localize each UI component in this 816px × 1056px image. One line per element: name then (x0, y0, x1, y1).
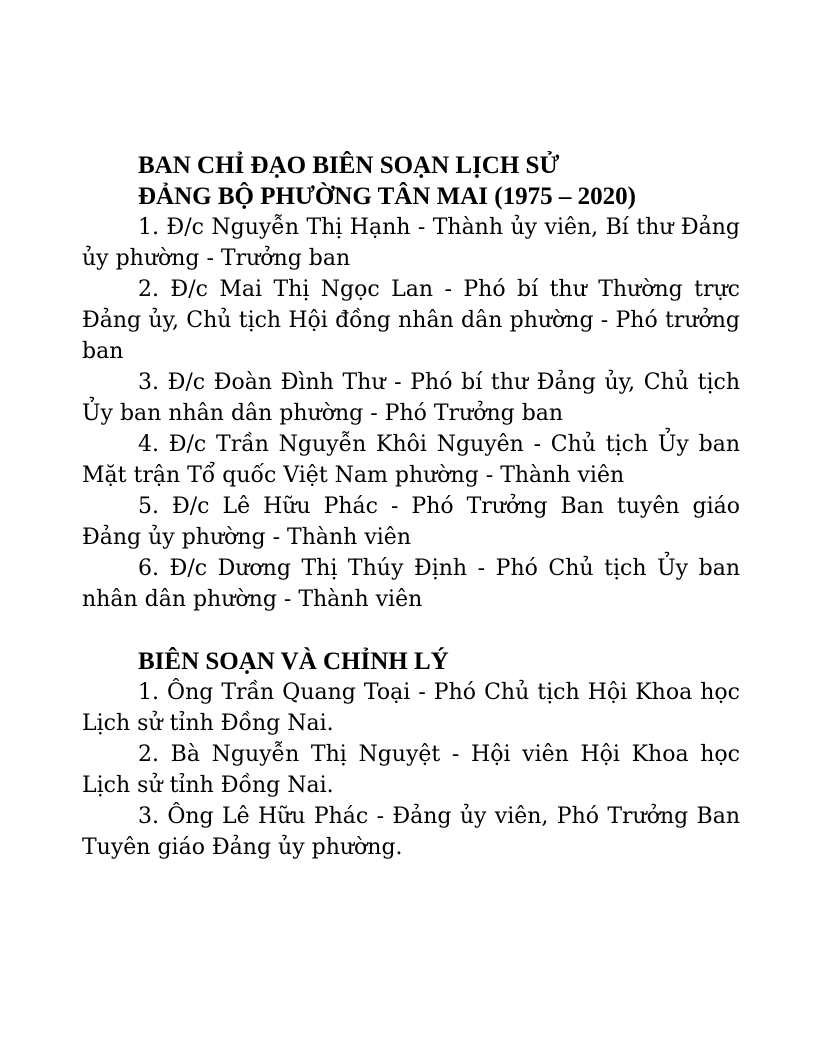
section-title-line2: ĐẢNG BỘ PHƯỜNG TÂN MAI (1975 – 2020) (138, 183, 636, 210)
committee-member-1: 1. Đ/c Nguyễn Thị Hạnh - Thành ủy viên, Bí thư Đảng ủy phường - Trưởng ban (82, 215, 740, 271)
committee-member-4: 4. Đ/c Trần Nguyễn Khôi Nguyên - Chủ tịch Ủy ban Mặt trận Tổ quốc Việt Nam phường - Thành viên (82, 432, 740, 488)
section-spacer (82, 615, 740, 646)
steering-committee-section (82, 150, 740, 615)
document-page (82, 150, 740, 863)
committee-member-2: 2. Đ/c Mai Thị Ngọc Lan - Phó bí thư Thường trực Đảng ủy, Chủ tịch Hội đồng nhân dân phường - Phó trưởng ban (82, 277, 740, 364)
committee-member-5: 5. Đ/c Lê Hữu Phác - Phó Trưởng Ban tuyên giáo Đảng ủy phường - Thành viên (82, 494, 740, 550)
editor-2: 2. Bà Nguyễn Thị Nguyệt - Hội viên Hội Khoa học Lịch sử tỉnh Đồng Nai. (82, 742, 740, 798)
committee-member-3: 3. Đ/c Đoàn Đình Thư - Phó bí thư Đảng ủy, Chủ tịch Ủy ban nhân dân phường - Phó Trưởng ban (82, 370, 740, 426)
editors-section (82, 646, 740, 863)
section-title-line1: BAN CHỈ ĐẠO BIÊN SOẠN LỊCH SỬ (138, 152, 560, 179)
editor-3: 3. Ông Lê Hữu Phác - Đảng ủy viên, Phó Trưởng Ban Tuyên giáo Đảng ủy phường. (82, 804, 740, 860)
editors-title: BIÊN SOẠN VÀ CHỈNH LÝ (138, 648, 449, 675)
committee-member-6: 6. Đ/c Dương Thị Thúy Định - Phó Chủ tịch Ủy ban nhân dân phường - Thành viên (82, 556, 740, 612)
editor-1: 1. Ông Trần Quang Toại - Phó Chủ tịch Hội Khoa học Lịch sử tỉnh Đồng Nai. (82, 680, 740, 736)
